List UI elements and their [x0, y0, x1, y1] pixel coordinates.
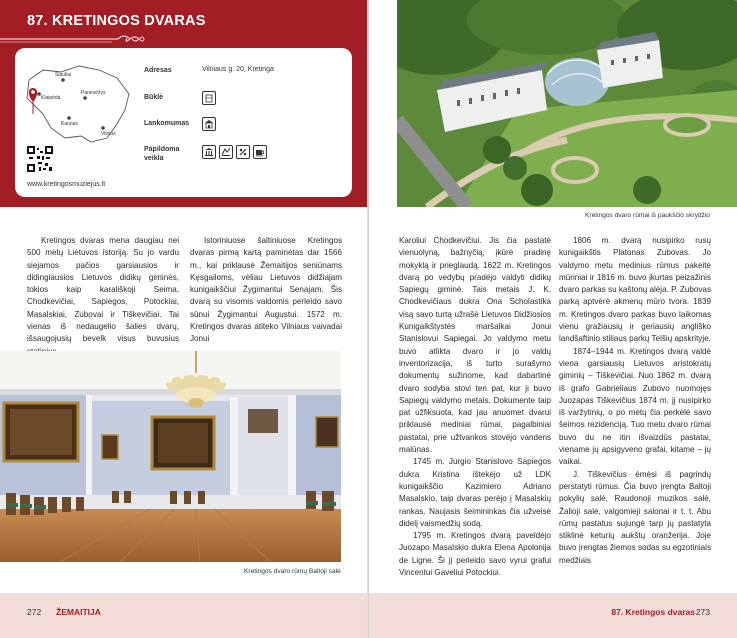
qr-code-icon[interactable] — [27, 146, 53, 172]
map-label-kaunas: Kaunas — [61, 121, 78, 127]
running-head-right: 87. Kretingos dvaras — [611, 607, 695, 617]
lithuania-map — [21, 58, 133, 148]
cafe-icon — [253, 145, 267, 159]
museum-icon — [202, 145, 216, 159]
entry-title: 87. KRETINGOS DVARAS — [27, 13, 206, 29]
website-link[interactable]: www.kretingosmuziejus.lt — [27, 181, 106, 188]
building-state-icon — [202, 91, 216, 105]
title-ornament — [0, 33, 150, 45]
map-label-panevezys: Panevėžys — [81, 90, 106, 96]
state-label: Būklė — [144, 94, 164, 101]
address-label: Adresas — [144, 67, 172, 74]
page-number-right: 273 — [695, 607, 710, 617]
info-card — [15, 48, 352, 197]
paragraph: Karoliui Chodkevičiui. Jis čia pastatė vienuolyną, bažnyčią, įkūrė pradinę mokyklą ir prieglaudą. 1622 m. Kretingos dvarą po vedybų pradėjo valdyti didikų Sapiegų giminė. Tais metais J. K. Chodkevičiaus dukra Ona Scholastika visą savo turtą užrašė Lietuvos Didžiosios Kunigaikštystės maršalkai Jonui Stanislovui Sapiegai. Jo valdymo metu buvo atlikta dvaro ir jo valdų inventorizacija, iš turto surašymo dokumentų sužinome, kad dabartinė dvaro sodyba stovi ten pat, kur ji buvo Sapiegų valdymo metais. Dokumente taip pat užfiksuota, kad jau anuomet dvarui priklausė mediniai rūmai, pagalbiniai pastatai, prie užtvankos stovėjo vandens malūnas. — [399, 236, 551, 455]
map-label-siauliai: Šiauliai — [55, 72, 72, 78]
aerial-caption: Kretingos dvaro rūmai iš paukščio skrydžio — [585, 212, 710, 219]
paragraph: J. Tiškevičius ėmėsi iš pagrindų perstatyti rūmus. Čia buvo įrengta Baltoji pokylių salė, Raudonoji muzikos salė, Žalioji salė, valgomieji salonai ir t. t. Abu rūmų pastatus sujungė tarp jų pastatyta stiklinė keturių aukštų oranžerija. Joje buvo įrengtas žiemos sodas su egzotiniais medžiais — [559, 469, 711, 565]
paragraph: 1874–1944 m. Kretingos dvarą valdė viena garsiausių Lietuvos aristokratų giminių – Tiškevičiai. Nuo 1862 m. dvarą iš grafo Gabrieliaus Zubovo nuomojęs Juozapas Tiškevičius 1874 m. jį nusipirko iš varžytinių, o po metų čia perkėlė savo šeimos rezidenciją. Tuo metu dvaro rūmai buvo du ne itin išvaizdūs pastatai, vienamе jų apsigyveno grafai, kitame – jų vaikai. — [559, 346, 711, 467]
white-hall-photo — [0, 351, 341, 562]
paragraph: Kretingos dvaras mena daugiau nei 500 metų Lietuvos istoriją. Su jo vardu siejamos pačios garsiausios ir didingiausios Lietuvos didikų giminės, tokios kaip karališkoji Seima, Chodkevičiai, Sapiegos, Potockiai, Masalskiai, Zubovai ir Tiškevičiai. Tai vienas iš nedaugelio šalies dvarų, išsaugojusių bevelk visus buvusius — [27, 236, 179, 344]
paragraph: 1745 m. Jurgio Stanislovo Sapiegos dukra Kristina ištekėjo už LDK kunigaikščio Kazimiero Adriano Masalskio, taip dvaras perėjo į Masalskių rankas. Naujasis šeimininkas čia užveisė didelį vaismedžių sodą. — [399, 457, 551, 528]
text-column-4 — [559, 235, 711, 567]
manor-access-icon — [202, 117, 216, 131]
paragraph: 1795 m. Kretingos dvarą paveldėjo Juozapo Masalskio dukra Elena Apolonija de Ligne. Ši jį perleido savo vyrui grafui Vincentui Gaveliui Potockiui. — [399, 531, 551, 578]
right-page — [369, 0, 737, 638]
page-number-left: 272 — [27, 607, 42, 617]
education-icon — [219, 145, 233, 159]
address-value: Vilniaus g. 20, Kretinga — [202, 66, 274, 73]
paragraph: 1806 m. dvarą nusipirko rusų kunigaikštis Platonas Zubovas. Jo valdymo metu medinius rūmus pakeitė mūriniai ir 1816 m. buvo įkurtas peizažinis dvaro parkas su kaštonų alėja. P. Zubovas parką aptvėrė akmenų mūro tvora. 1839 m. Kretingos dvaro parkas buvo laikomas vienu gražiausių ir geriausių angliško landšaftinio stiliaus parkų Telšių apskrityje. — [559, 236, 711, 344]
text-column-1 — [27, 235, 179, 358]
right-footer — [369, 593, 737, 638]
extra-label: Papildoma veikla — [144, 146, 180, 162]
left-page — [0, 0, 368, 638]
running-head-left: ŽEMAITIJA — [56, 607, 101, 617]
map-label-vilnius: Vilnius — [101, 131, 116, 137]
map-label-klaipeda: Klaipėda — [41, 95, 61, 101]
entry-header — [0, 0, 368, 207]
left-footer — [0, 593, 368, 638]
visit-label: Lankomumas — [144, 120, 190, 127]
aerial-manor-photo — [397, 0, 737, 207]
paragraph: Istoriniuose šaltiniuose Kretingos dvaras pirmą kartą paminėtas dar 1566 m., kai priklausė Žemaitijos seniūnams Kęsgailoms, vėliau Lietuvos didžiajam kunigaikščiui Žygimantui Senajam. Šis dvarą su visomis valdomis perleido savo sūnui Žygimantui Augustui. 1572 m. Kretingos dvaras atiteko Vilniaus vaivadai Jonui — [190, 236, 342, 344]
white-hall-caption: Kretingos dvaro rūmų Baltoji salė — [244, 568, 341, 575]
events-icon — [236, 145, 250, 159]
text-column-2 — [190, 235, 342, 346]
text-column-3 — [399, 235, 551, 579]
